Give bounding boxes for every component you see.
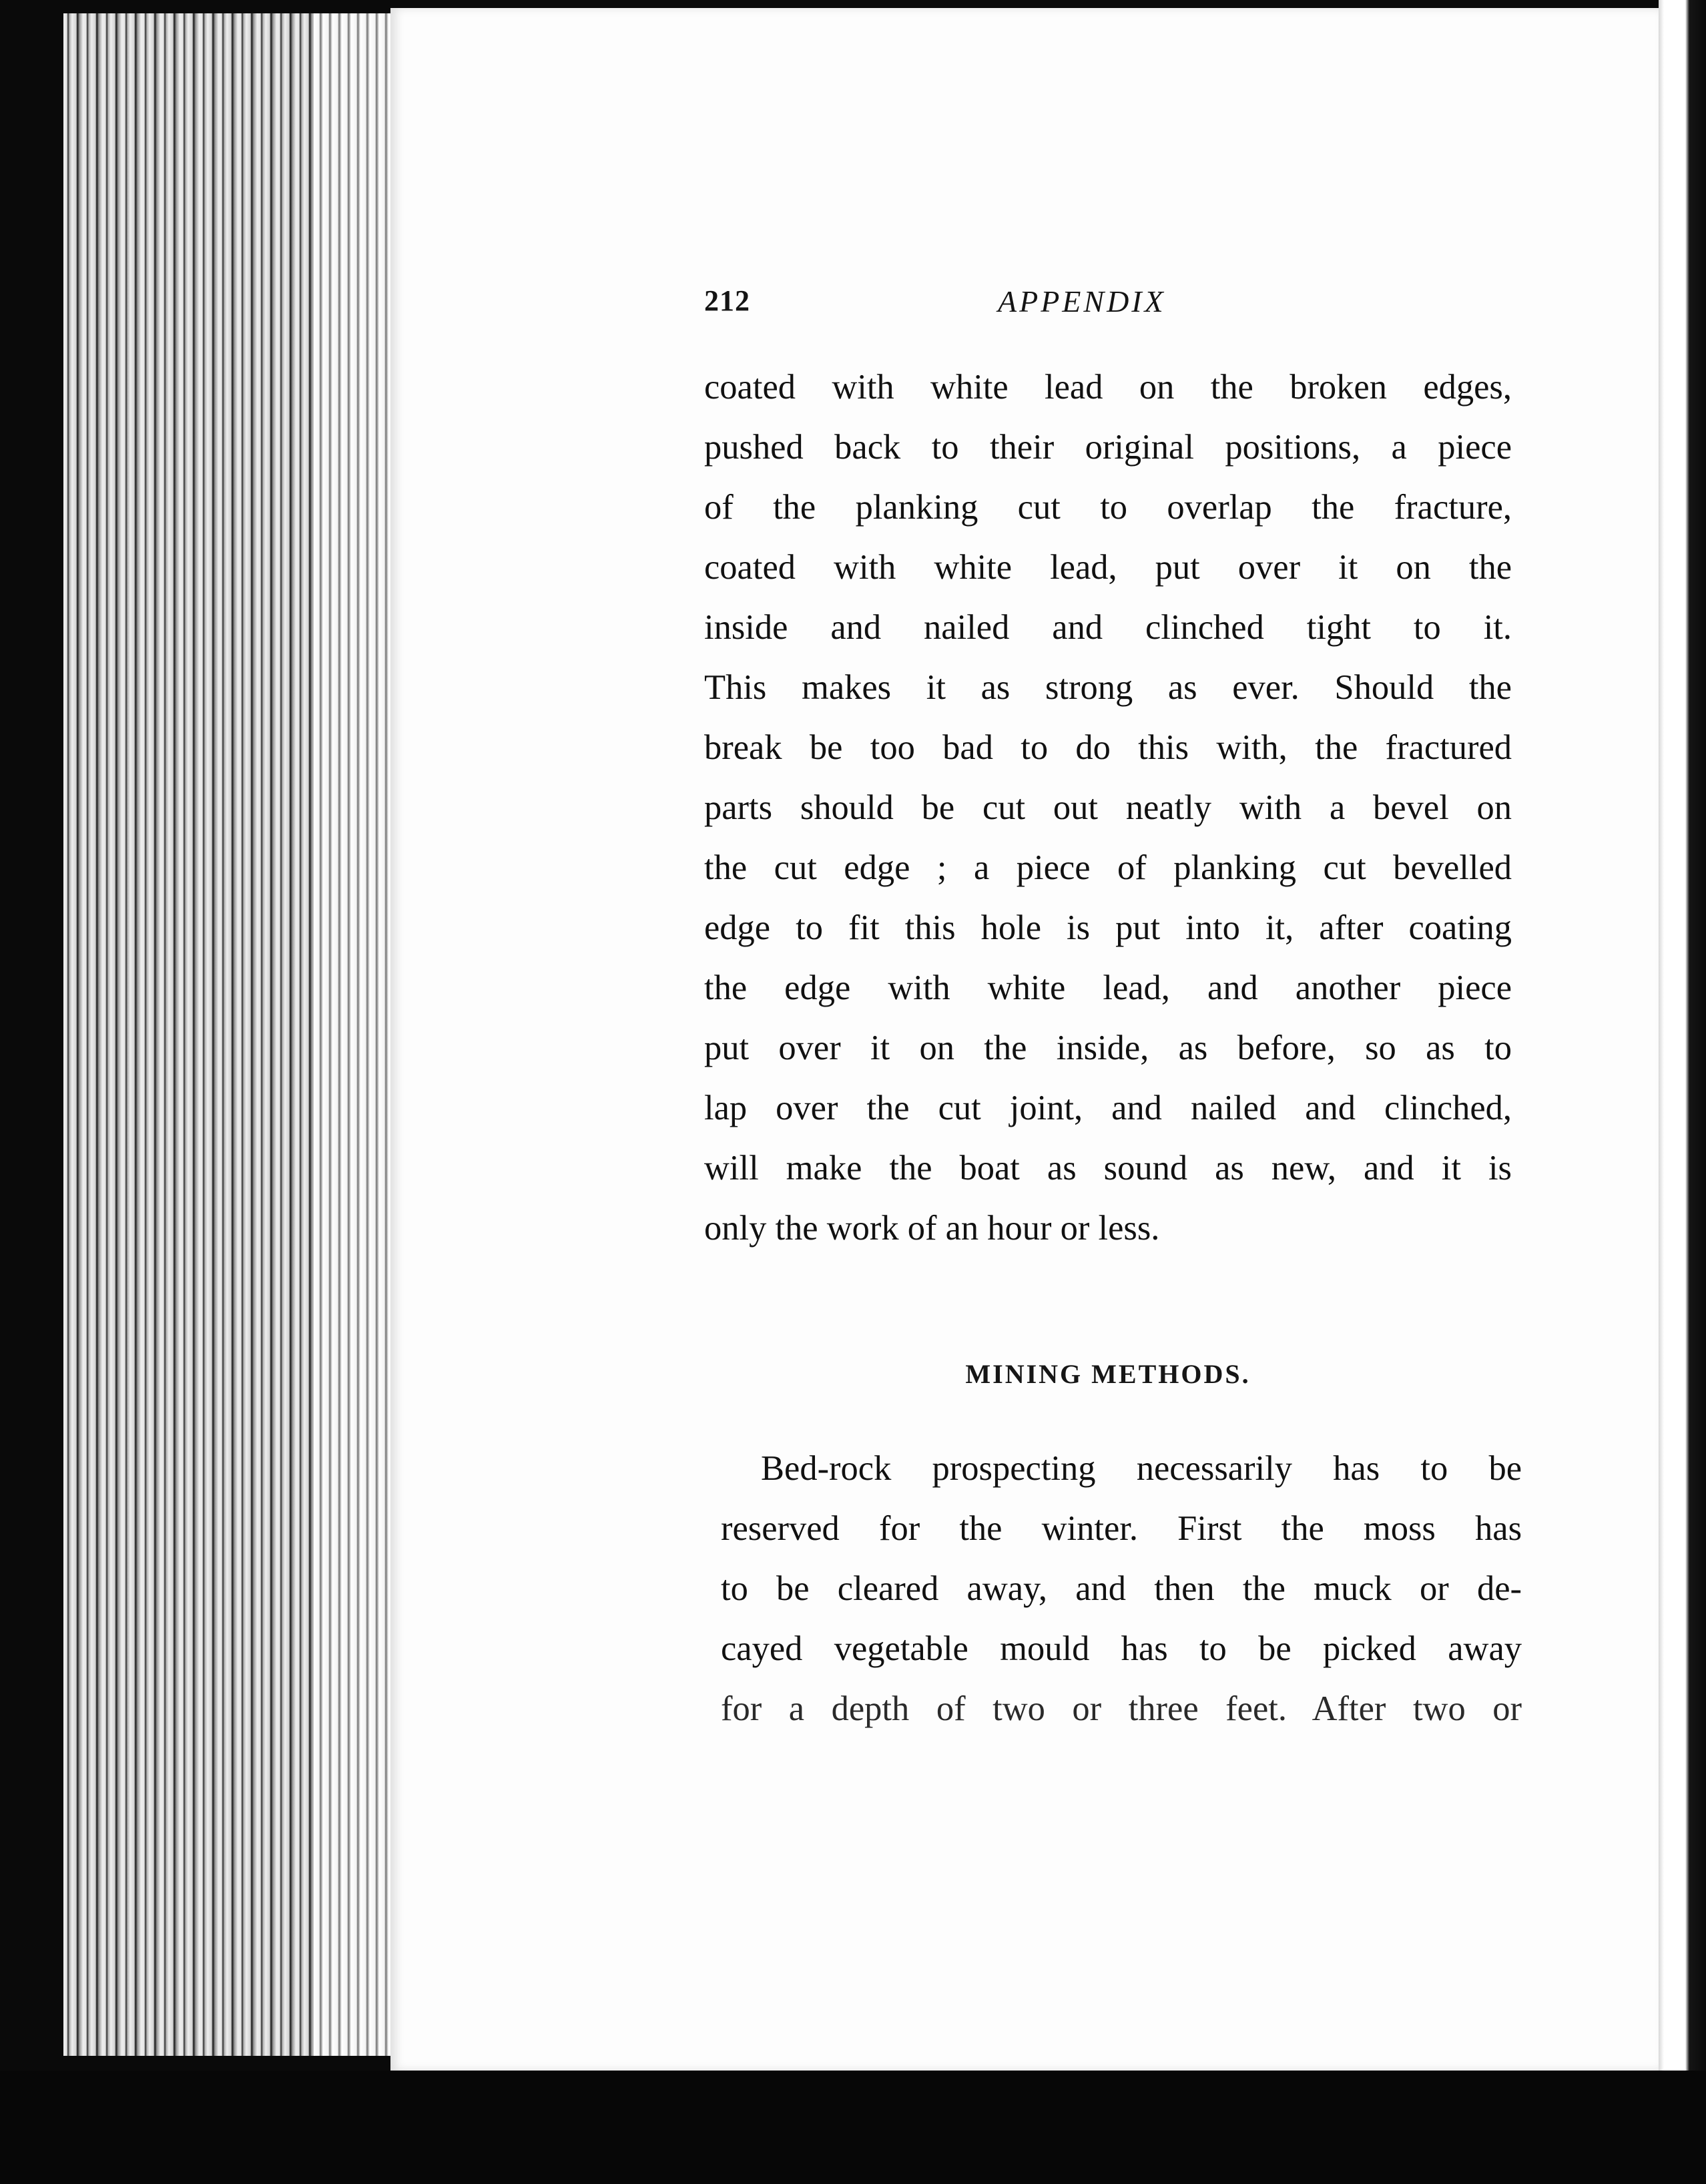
text-line: put over it on the inside, as before, so as to [704,1029,1512,1067]
facing-page-edge [1659,0,1706,2184]
text-line: parts should be cut out neatly with a bevel on [704,788,1512,827]
text-line: only the work of an hour or less. [704,1209,1160,1248]
paragraph-2 [721,1438,1522,1739]
text-line: coated with white lead on the broken edges, [704,368,1512,406]
text-line: lap over the cut joint, and nailed and clinched, [704,1089,1512,1127]
text-line: This makes it as strong as ever. Should the [704,668,1512,707]
text-line: break be too bad to do this with, the fractured [704,728,1512,767]
text-line: edge to fit this hole is put into it, after coating [704,908,1512,947]
text-line: coated with white lead, put over it on the [704,548,1512,587]
running-title: APPENDIX [998,284,1166,318]
text-line: of the planking cut to overlap the fracture, [704,488,1512,527]
page-number: 212 [704,284,750,317]
text-line: cayed vegetable mould has to be picked away [721,1629,1522,1668]
paragraph-1 [704,357,1512,1258]
text-line: Bed-rock prospecting necessarily has to be [761,1449,1522,1488]
text-line: reserved for the winter. First the moss has [721,1509,1522,1548]
scan-border-bottom [0,2071,1706,2184]
text-line: pushed back to their original positions, a piece [704,428,1512,467]
text-line: the cut edge ; a piece of planking cut bevelled [704,848,1512,887]
book-page-edges-inner [314,13,390,2056]
section-heading: MINING METHODS. [965,1359,1251,1389]
text-line: the edge with white lead, and another piece [704,969,1512,1007]
text-line: inside and nailed and clinched tight to it. [704,608,1512,647]
text-line: to be cleared away, and then the muck or de- [721,1569,1522,1608]
running-head [704,284,1191,330]
text-line: for a depth of two or three feet. After two or [721,1689,1522,1728]
text-line: will make the boat as sound as new, and it is [704,1149,1512,1187]
